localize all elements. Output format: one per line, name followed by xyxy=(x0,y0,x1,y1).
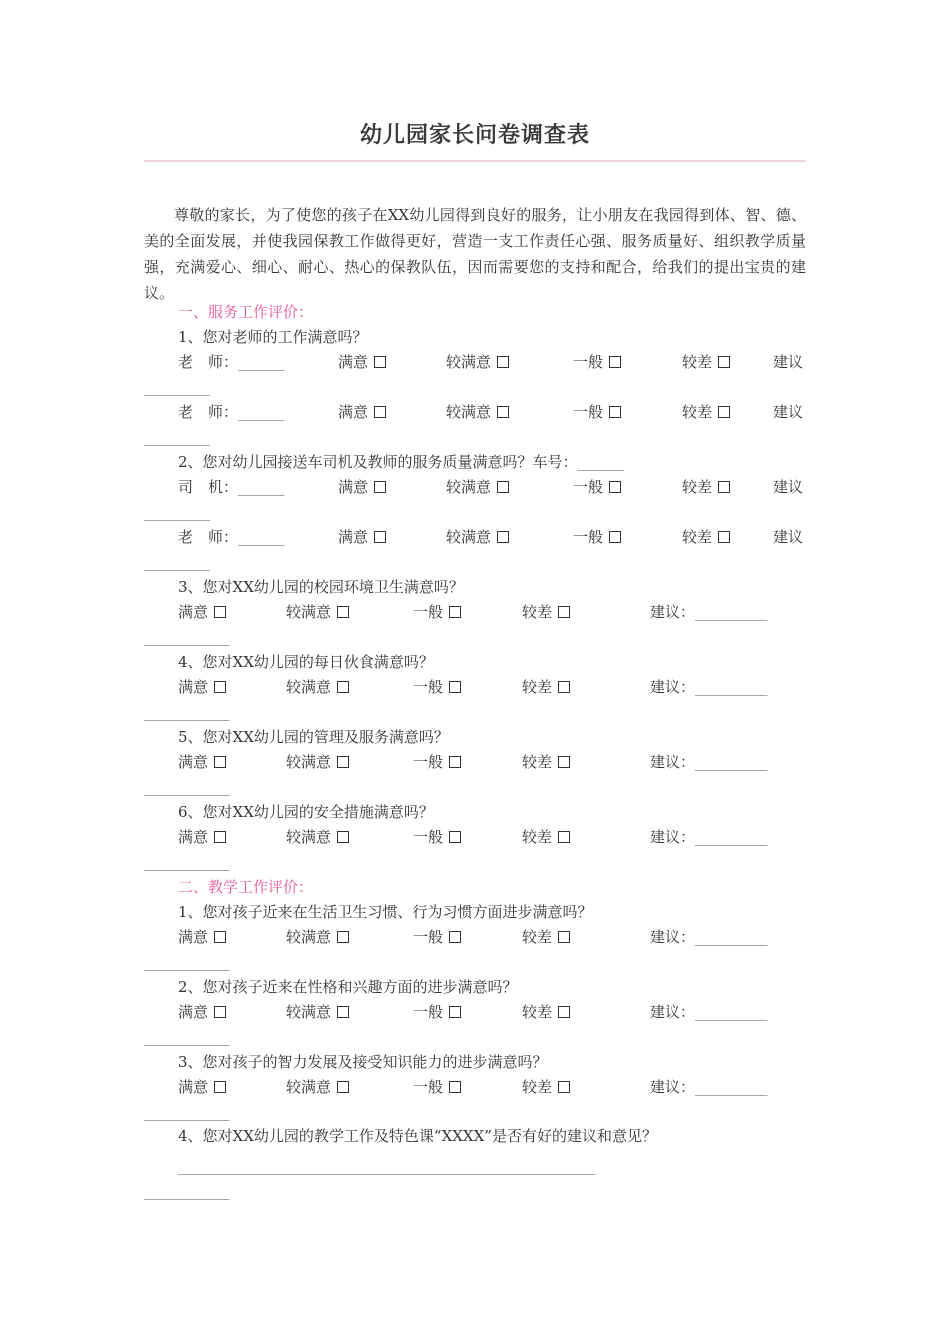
s2-question-2: 2、您对孩子近来在性格和兴趣方面的进步满意吗？ xyxy=(178,978,518,996)
checkbox-poor[interactable] xyxy=(718,531,730,543)
checkbox-satisfied[interactable] xyxy=(374,356,386,368)
checkbox-fairly-satisfied[interactable] xyxy=(337,831,349,843)
suggest-label: 建议 xyxy=(773,403,804,421)
suggestion-blank[interactable]: ___________ xyxy=(695,678,767,696)
suggestion-blank-cont[interactable]: _____________ xyxy=(144,1028,229,1046)
checkbox-poor[interactable] xyxy=(558,1081,570,1093)
s2-question-3: 3、您对孩子的智力发展及接受知识能力的进步满意吗？ xyxy=(178,1053,548,1071)
checkbox-average[interactable] xyxy=(449,1081,461,1093)
checkbox-fairly-satisfied[interactable] xyxy=(497,481,509,493)
s1-question-2: 2、您对幼儿园接送车司机及教师的服务质量满意吗？车号：_______ xyxy=(178,453,624,471)
role-label: 老 师： xyxy=(178,528,239,546)
s1-question-6: 6、您对XX幼儿园的安全措施满意吗？ xyxy=(178,803,434,821)
checkbox-average[interactable] xyxy=(449,756,461,768)
name-blank[interactable]: _______ xyxy=(238,403,284,421)
checkbox-fairly-satisfied[interactable] xyxy=(337,606,349,618)
checkbox-fairly-satisfied[interactable] xyxy=(497,531,509,543)
checkbox-poor[interactable] xyxy=(718,406,730,418)
section1-heading: 一、服务工作评价： xyxy=(178,303,314,321)
checkbox-poor[interactable] xyxy=(558,1006,570,1018)
suggestion-blank-cont[interactable]: _____________ xyxy=(144,1103,229,1121)
checkbox-poor[interactable] xyxy=(558,831,570,843)
checkbox-satisfied[interactable] xyxy=(214,831,226,843)
checkbox-satisfied[interactable] xyxy=(214,1081,226,1093)
open-answer-blank-cont[interactable]: _____________ xyxy=(144,1182,229,1200)
checkbox-average[interactable] xyxy=(609,406,621,418)
car-number-blank[interactable]: _______ xyxy=(577,453,624,471)
suggestion-blank-cont[interactable]: _____________ xyxy=(144,953,229,971)
suggest-label: 建议： xyxy=(650,1078,696,1096)
suggestion-blank[interactable]: ___________ xyxy=(695,603,767,621)
suggestion-blank-cont[interactable]: _____________ xyxy=(144,628,229,646)
section2-heading: 二、教学工作评价： xyxy=(178,878,314,896)
suggest-label: 建议 xyxy=(773,478,804,496)
title-divider xyxy=(144,160,806,162)
role-label: 老 师： xyxy=(178,403,239,421)
checkbox-average[interactable] xyxy=(449,1006,461,1018)
suggestion-blank[interactable]: ___________ xyxy=(695,1078,767,1096)
s2-question-1: 1、您对孩子近来在生活卫生习惯、行为习惯方面进步满意吗？ xyxy=(178,903,593,921)
checkbox-fairly-satisfied[interactable] xyxy=(337,756,349,768)
suggestion-blank[interactable]: ___________ xyxy=(695,928,767,946)
suggestion-blank-cont[interactable]: _____________ xyxy=(144,853,229,871)
checkbox-average[interactable] xyxy=(449,606,461,618)
checkbox-fairly-satisfied[interactable] xyxy=(497,406,509,418)
checkbox-average[interactable] xyxy=(449,681,461,693)
checkbox-fairly-satisfied[interactable] xyxy=(497,356,509,368)
checkbox-fairly-satisfied[interactable] xyxy=(337,931,349,943)
checkbox-satisfied[interactable] xyxy=(374,481,386,493)
checkbox-poor[interactable] xyxy=(558,681,570,693)
role-label: 老 师： xyxy=(178,353,239,371)
checkbox-satisfied[interactable] xyxy=(374,531,386,543)
suggestion-blank[interactable]: __________ xyxy=(144,553,209,571)
checkbox-poor[interactable] xyxy=(718,356,730,368)
checkbox-satisfied[interactable] xyxy=(214,756,226,768)
checkbox-poor[interactable] xyxy=(558,931,570,943)
s2-question-4: 4、您对XX幼儿园的教学工作及特色课“XXXX”是否有好的建议和意见？ xyxy=(178,1127,657,1145)
suggestion-blank[interactable]: ___________ xyxy=(695,753,767,771)
s1-question-4: 4、您对XX幼儿园的每日伙食满意吗？ xyxy=(178,653,434,671)
suggestion-blank[interactable]: __________ xyxy=(144,428,209,446)
s1-question-5: 5、您对XX幼儿园的管理及服务满意吗？ xyxy=(178,728,449,746)
s1-question-3: 3、您对XX幼儿园的校园环境卫生满意吗？ xyxy=(178,578,464,596)
name-blank[interactable]: _______ xyxy=(238,478,284,496)
checkbox-fairly-satisfied[interactable] xyxy=(337,1081,349,1093)
suggestion-blank-cont[interactable]: _____________ xyxy=(144,778,229,796)
suggestion-blank-cont[interactable]: _____________ xyxy=(144,703,229,721)
checkbox-average[interactable] xyxy=(449,931,461,943)
suggest-label: 建议： xyxy=(650,828,696,846)
suggest-label: 建议： xyxy=(650,678,696,696)
checkbox-poor[interactable] xyxy=(558,606,570,618)
name-blank[interactable]: _______ xyxy=(238,353,284,371)
checkbox-poor[interactable] xyxy=(558,756,570,768)
suggest-label: 建议： xyxy=(650,603,696,621)
checkbox-average[interactable] xyxy=(609,531,621,543)
suggest-label: 建议： xyxy=(650,753,696,771)
suggest-label: 建议 xyxy=(773,528,804,546)
checkbox-poor[interactable] xyxy=(718,481,730,493)
suggest-label: 建议： xyxy=(650,1003,696,1021)
suggestion-blank[interactable]: ___________ xyxy=(695,828,767,846)
checkbox-fairly-satisfied[interactable] xyxy=(337,1006,349,1018)
page-title: 幼儿园家长问卷调查表 xyxy=(359,123,590,148)
suggest-label: 建议： xyxy=(650,928,696,946)
checkbox-average[interactable] xyxy=(609,356,621,368)
suggest-label: 建议 xyxy=(773,353,804,371)
intro-paragraph: 尊敬的家长，为了使您的孩子在XX幼儿园得到良好的服务，让小朋友在我园得到体、智、德、美的全面发展，并使我园保教工作做得更好，营造一支工作责任心强、服务质量好、组织教学质量强，充满爱心、细心、耐心、热心的保教队伍，因而需要您的支持和配合，给我们的提出宝贵的建议。 xyxy=(144,206,806,302)
checkbox-satisfied[interactable] xyxy=(374,406,386,418)
s1-question-1: 1、您对老师的工作满意吗？ xyxy=(178,328,368,346)
checkbox-satisfied[interactable] xyxy=(214,1006,226,1018)
role-label: 司 机： xyxy=(178,478,239,496)
checkbox-average[interactable] xyxy=(609,481,621,493)
checkbox-satisfied[interactable] xyxy=(214,681,226,693)
suggestion-blank[interactable]: ___________ xyxy=(695,1003,767,1021)
name-blank[interactable]: _______ xyxy=(238,528,284,546)
suggestion-blank[interactable]: __________ xyxy=(144,378,209,396)
checkbox-average[interactable] xyxy=(449,831,461,843)
suggestion-blank[interactable]: __________ xyxy=(144,503,209,521)
checkbox-fairly-satisfied[interactable] xyxy=(337,681,349,693)
checkbox-satisfied[interactable] xyxy=(214,606,226,618)
open-answer-blank[interactable]: ________________________________________________________________ xyxy=(178,1157,594,1175)
checkbox-satisfied[interactable] xyxy=(214,931,226,943)
